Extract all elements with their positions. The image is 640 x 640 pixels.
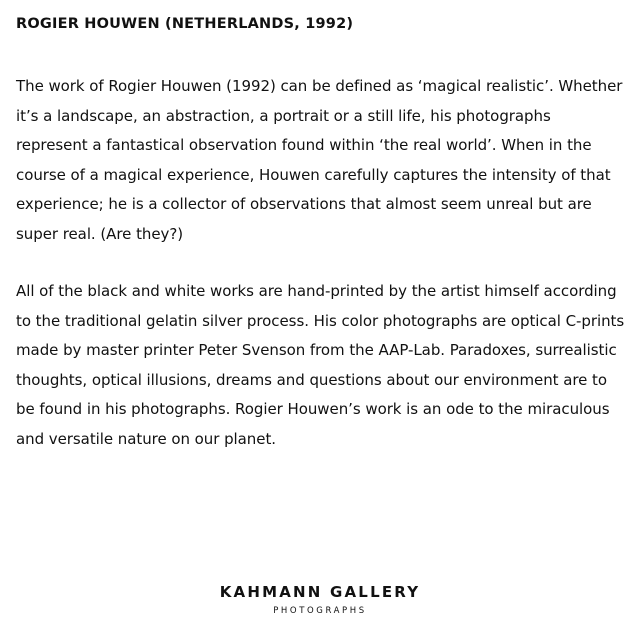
gallery-logo	[0, 582, 640, 617]
paragraph-process: All of the black and white works are hand-printed by the artist himself according to the traditional gelatin silver process. His color photographs are optical C-prints made by master printer Peter Svenson from the AAP-Lab. Paradoxes, surrealistic thoughts, optical illusions, dreams and questions about our environment are to be found in his photographs. Rogier Houwen’s work is an ode to the miraculous and versatile nature on our planet.	[16, 282, 625, 448]
document-title: ROGIER HOUWEN (NETHERLANDS, 1992)	[16, 16, 354, 32]
gallery-subtitle: PHOTOGRAPHS	[273, 606, 367, 616]
document-body	[16, 14, 626, 454]
paragraph-intro: The work of Rogier Houwen (1992) can be defined as ‘magical realistic’. Whether it’s a landscape, an abstraction, a portrait or a still life, his photographs represent a fantastical observation found within ‘the real world’. When in the course of a magical experience, Houwen carefully captures the intensity of that experience; he is a collector of observations that almost seem unreal but are super real. (Are they?)	[16, 77, 623, 243]
gallery-name: KAHMANN GALLERY	[219, 583, 421, 601]
